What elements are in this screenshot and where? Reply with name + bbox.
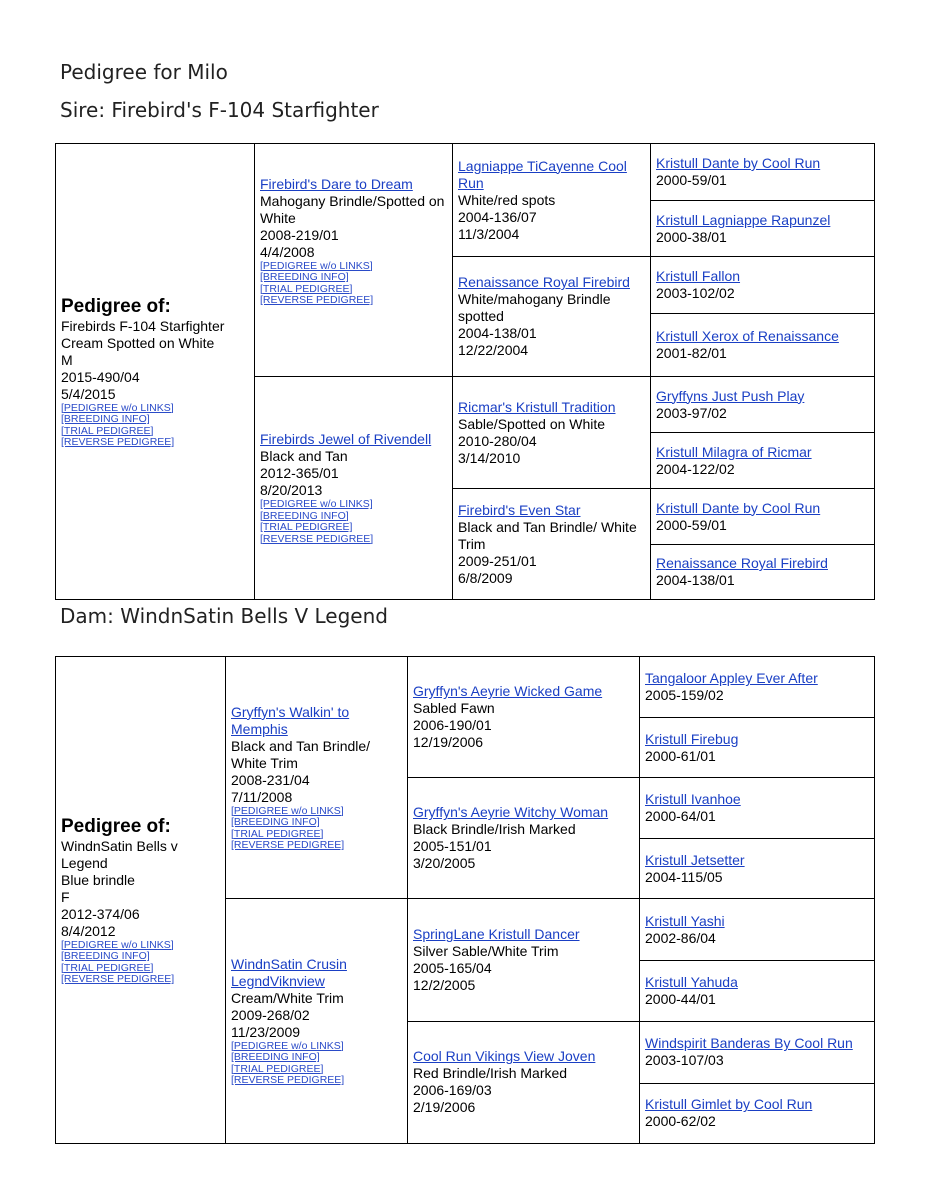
great-grandparent-cell: [640, 839, 875, 899]
great-grandparent-reg: 2004-138/01: [656, 572, 735, 588]
grandparent-color: Silver Sable/White Trim: [413, 943, 559, 960]
grandparent-color: Sable/Spotted on White: [458, 415, 606, 432]
great-grandparent-name-link[interactable]: Kristull Dante by Cool Run: [656, 499, 821, 516]
grandparent-date: 3/20/2005: [413, 855, 476, 872]
trial-pedigree-link[interactable]: [TRIAL PEDIGREE]: [61, 961, 154, 974]
subject-cell: [56, 657, 226, 1144]
great-grandparent-name-link[interactable]: Kristull Jetsetter: [645, 851, 745, 868]
pedigree-no-links-link[interactable]: [PEDIGREE w/o LINKS]: [260, 259, 373, 272]
trial-pedigree-link[interactable]: [TRIAL PEDIGREE]: [231, 827, 324, 840]
great-grandparent-reg: 2003-107/03: [645, 1052, 724, 1069]
pedigree-no-links-link[interactable]: [PEDIGREE w/o LINKS]: [61, 938, 174, 951]
great-grandparent-cell: [651, 377, 875, 433]
subject-cell: [56, 144, 255, 600]
grandparent-name-link[interactable]: Firebird's Even Star: [458, 501, 581, 518]
great-grandparent-name-link[interactable]: Kristull Gimlet by Cool Run: [645, 1096, 813, 1113]
breeding-info-link[interactable]: [BREEDING INFO]: [260, 271, 349, 283]
great-grandparent-name-link[interactable]: Renaissance Royal Firebird: [656, 555, 828, 571]
grandparent-reg: 2004-136/07: [458, 208, 537, 225]
great-grandparent-cell: [651, 489, 875, 545]
pedigree-of-label: Pedigree of:: [61, 295, 171, 317]
subject-sex: M: [61, 351, 73, 368]
great-grandparent-reg: 2003-97/02: [656, 404, 727, 421]
great-grandparent-name-link[interactable]: Tangaloor Appley Ever After: [645, 670, 818, 687]
grandparent-cell: [453, 377, 651, 489]
trial-pedigree-link[interactable]: [TRIAL PEDIGREE]: [260, 282, 353, 295]
grandparent-cell: [453, 489, 651, 600]
parent-reg: 2012-365/01: [260, 465, 339, 481]
great-grandparent-cell: [651, 144, 875, 201]
parent-cell: [255, 377, 453, 600]
great-grandparent-reg: 2001-82/01: [656, 345, 727, 361]
grandparent-date: 11/3/2004: [458, 225, 520, 242]
parent-name-link[interactable]: Gryffyn's Walkin' to Memphis: [231, 703, 350, 737]
subject-date: 8/4/2012: [61, 922, 116, 939]
grandparent-cell: [408, 657, 640, 778]
great-grandparent-reg: 2000-62/02: [645, 1113, 716, 1130]
breeding-info-link[interactable]: [BREEDING INFO]: [260, 509, 349, 522]
great-grandparent-cell: [640, 1083, 875, 1143]
grandparent-cell: [408, 1021, 640, 1143]
grandparent-name-link[interactable]: Renaissance Royal Firebird: [458, 274, 630, 290]
parent-color: Mahogany Brindle/Spotted on White: [260, 192, 445, 226]
great-grandparent-cell: [651, 314, 875, 377]
grandparent-reg: 2005-151/01: [413, 838, 492, 855]
parent-name-link[interactable]: WindnSatin Crusin LegndViknview: [231, 955, 347, 989]
grandparent-date: 12/2/2005: [413, 977, 476, 994]
pedigree-of-label: Pedigree of:: [61, 815, 171, 837]
pedigree-no-links-link[interactable]: [PEDIGREE w/o LINKS]: [61, 401, 174, 414]
great-grandparent-name-link[interactable]: Kristull Milagra of Ricmar: [656, 443, 812, 460]
great-grandparent-name-link[interactable]: Kristull Fallon: [656, 268, 741, 284]
great-grandparent-reg: 2000-44/01: [645, 990, 716, 1007]
grandparent-date: 12/19/2006: [413, 734, 484, 751]
parent-cell: [226, 899, 408, 1144]
parent-reg: 2008-219/01: [260, 226, 339, 243]
grandparent-color: Sabled Fawn: [413, 700, 495, 717]
reverse-pedigree-link[interactable]: [REVERSE PEDIGREE]: [61, 436, 175, 448]
grandparent-cell: [453, 257, 651, 377]
grandparent-date: 2/19/2006: [413, 1099, 476, 1116]
grandparent-reg: 2010-280/04: [458, 432, 537, 449]
grandparent-reg: 2005-165/04: [413, 960, 492, 977]
reverse-pedigree-link[interactable]: [REVERSE PEDIGREE]: [231, 839, 345, 852]
grandparent-color: Black Brindle/Irish Marked: [413, 821, 576, 838]
grandparent-color: White/mahogany Brindle spotted: [458, 291, 611, 324]
parent-color: Black and Tan Brindle/ White Trim: [231, 737, 371, 771]
subject-name: Firebirds F-104 Starfighter: [61, 317, 225, 334]
subject-date: 5/4/2015: [61, 385, 116, 402]
breeding-info-link[interactable]: [BREEDING INFO]: [231, 1051, 320, 1064]
grandparent-name-link[interactable]: Gryffyn's Aeyrie Wicked Game: [413, 683, 603, 700]
great-grandparent-reg: 2000-64/01: [645, 808, 716, 825]
parent-color: Cream/White Trim: [231, 989, 344, 1006]
parent-reg: 2008-231/04: [231, 771, 310, 788]
grandparent-color: Red Brindle/Irish Marked: [413, 1065, 568, 1082]
subject-color: Blue brindle: [61, 871, 135, 888]
grandparent-reg: 2006-169/03: [413, 1082, 492, 1099]
pedigree-no-links-link[interactable]: [PEDIGREE w/o LINKS]: [231, 1039, 344, 1052]
parent-date: 4/4/2008: [260, 243, 315, 260]
great-grandparent-cell: [651, 257, 875, 314]
great-grandparent-reg: 2000-59/01: [656, 516, 727, 533]
great-grandparent-reg: 2000-61/01: [645, 747, 716, 764]
great-grandparent-reg: 2003-102/02: [656, 285, 735, 301]
grandparent-name-link[interactable]: Ricmar's Kristull Tradition: [458, 398, 616, 415]
subject-reg: 2012-374/06: [61, 905, 140, 922]
great-grandparent-cell: [640, 778, 875, 839]
great-grandparent-name-link[interactable]: Kristull Yashi: [645, 912, 725, 929]
great-grandparent-name-link[interactable]: Kristull Firebug: [645, 730, 739, 747]
great-grandparent-reg: 2000-38/01: [656, 228, 727, 245]
great-grandparent-reg: 2005-159/02: [645, 687, 724, 704]
grandparent-date: 3/14/2010: [458, 449, 521, 466]
parent-name-link[interactable]: Firebird's Dare to Dream: [260, 175, 413, 192]
trial-pedigree-link[interactable]: [TRIAL PEDIGREE]: [260, 521, 353, 533]
great-grandparent-name-link[interactable]: Kristull Xerox of Renaissance: [656, 328, 839, 344]
grandparent-reg: 2006-190/01: [413, 717, 492, 734]
great-grandparent-reg: 2000-59/01: [656, 172, 727, 188]
breeding-info-link[interactable]: [BREEDING INFO]: [61, 413, 150, 425]
breeding-info-link[interactable]: [BREEDING INFO]: [231, 816, 320, 829]
great-grandparent-cell: [640, 1021, 875, 1083]
sire-pedigree-table: [55, 143, 875, 600]
parent-cell: [255, 144, 453, 377]
pedigree-no-links-link[interactable]: [PEDIGREE w/o LINKS]: [260, 498, 373, 510]
subject-reg: 2015-490/04: [61, 368, 140, 385]
trial-pedigree-link[interactable]: [TRIAL PEDIGREE]: [231, 1062, 324, 1075]
sire-heading: Sire: Firebird's F-104 Starfighter: [60, 98, 379, 122]
parent-reg: 2009-268/02: [231, 1006, 310, 1023]
grandparent-color: White/red spots: [458, 191, 556, 208]
parent-color: Black and Tan: [260, 448, 348, 464]
reverse-pedigree-link[interactable]: [REVERSE PEDIGREE]: [61, 973, 175, 985]
reverse-pedigree-link[interactable]: [REVERSE PEDIGREE]: [260, 532, 374, 545]
grandparent-date: 6/8/2009: [458, 569, 513, 586]
subject-name: WindnSatin Bells v Legend: [61, 837, 178, 871]
grandparent-cell: [408, 899, 640, 1021]
great-grandparent-cell: [651, 545, 875, 600]
great-grandparent-reg: 2004-122/02: [656, 460, 735, 477]
great-grandparent-cell: [640, 960, 875, 1021]
parent-name-link[interactable]: Firebirds Jewel of Rivendell: [260, 431, 432, 447]
grandparent-name-link[interactable]: SpringLane Kristull Dancer: [413, 926, 580, 943]
great-grandparent-reg: 2004-115/05: [645, 868, 723, 885]
great-grandparent-cell: [640, 899, 875, 960]
subject-color: Cream Spotted on White: [61, 334, 215, 351]
great-grandparent-cell: [651, 433, 875, 489]
dam-heading: Dam: WindnSatin Bells V Legend: [60, 604, 388, 628]
great-grandparent-cell: [651, 201, 875, 257]
great-grandparent-name-link[interactable]: Kristull Ivanhoe: [645, 791, 741, 808]
grandparent-name-link[interactable]: Gryffyn's Aeyrie Witchy Woman: [413, 804, 609, 821]
great-grandparent-cell: [640, 718, 875, 778]
trial-pedigree-link[interactable]: [TRIAL PEDIGREE]: [61, 424, 154, 437]
grandparent-reg: 2009-251/01: [458, 552, 537, 569]
grandparent-color: Black and Tan Brindle/ White Trim: [458, 518, 637, 552]
parent-date: 11/23/2009: [231, 1023, 301, 1040]
grandparent-reg: 2004-138/01: [458, 325, 537, 341]
parent-cell: [226, 657, 408, 899]
pedigree-no-links-link[interactable]: [PEDIGREE w/o LINKS]: [231, 804, 344, 817]
subject-sex: F: [61, 888, 70, 905]
great-grandparent-name-link[interactable]: Windspirit Banderas By Cool Run: [645, 1035, 853, 1052]
grandparent-date: 12/22/2004: [458, 342, 529, 358]
breeding-info-link[interactable]: [BREEDING INFO]: [61, 950, 150, 962]
reverse-pedigree-link[interactable]: [REVERSE PEDIGREE]: [231, 1074, 345, 1087]
grandparent-cell: [453, 144, 651, 257]
grandparent-name-link[interactable]: Lagniappe TiCayenne Cool Run: [458, 157, 627, 191]
great-grandparent-name-link[interactable]: Kristull Lagniappe Rapunzel: [656, 211, 831, 228]
great-grandparent-name-link[interactable]: Kristull Yahuda: [645, 973, 738, 990]
great-grandparent-cell: [640, 657, 875, 718]
dam-pedigree-table: [55, 656, 875, 1144]
great-grandparent-reg: 2002-86/04: [645, 929, 716, 946]
great-grandparent-name-link[interactable]: Kristull Dante by Cool Run: [656, 155, 821, 171]
parent-date: 7/11/2008: [231, 788, 293, 805]
great-grandparent-name-link[interactable]: Gryffyns Just Push Play: [656, 387, 805, 404]
grandparent-cell: [408, 778, 640, 899]
page-title: Pedigree for Milo: [60, 60, 228, 84]
grandparent-name-link[interactable]: Cool Run Vikings View Joven: [413, 1048, 596, 1065]
reverse-pedigree-link[interactable]: [REVERSE PEDIGREE]: [260, 294, 374, 306]
parent-date: 8/20/2013: [260, 482, 323, 498]
